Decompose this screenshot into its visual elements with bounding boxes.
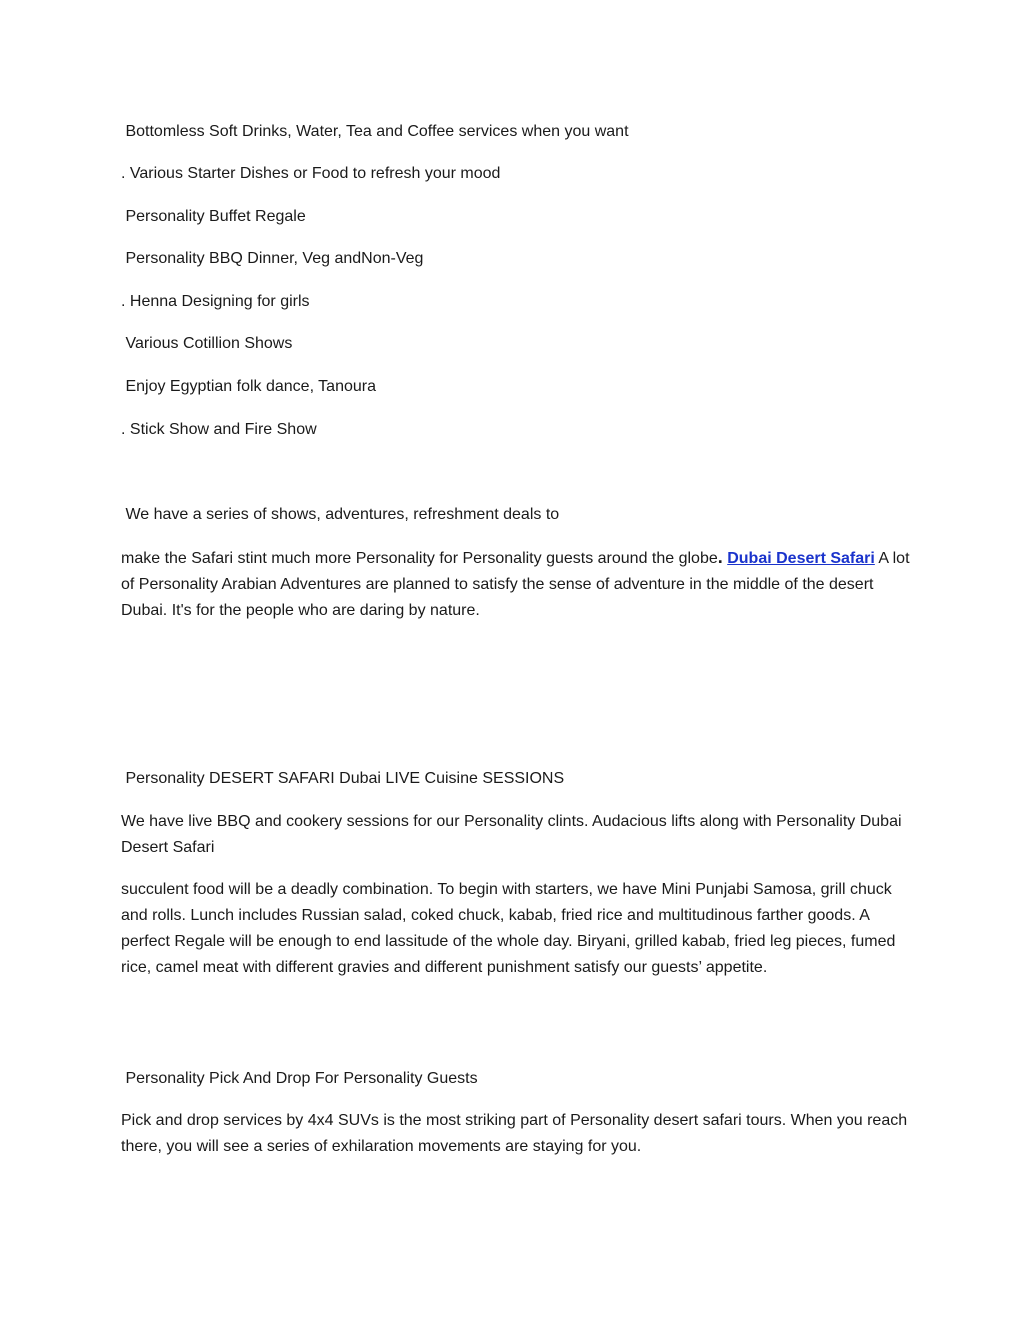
intro-text-after-link: A lot of Personality Arabian Adventures are planned to satisfy the sense of adventure in the middle of the desert Dubai. It's for the people who are daring by nature. — [121, 550, 910, 619]
cuisine-paragraph-2: succulent food will be a deadly combination. To begin with starters, we have Mini Punjabi Samosa, grill chuck and rolls. Lunch includes Russian salad, coked chuck, kabab, fried rice and multitudinous farther goods. A perfect Regale will be enough to end lassitude of the whole day. Biryani, grilled kabab, fried leg pieces, fumed rice, camel meat with different gravies and different punishment satisfy our guests’ appetite. — [121, 881, 896, 976]
pickup-heading: Personality Pick And Drop For Personality Guests — [121, 1070, 478, 1087]
cuisine-paragraph-1: We have live BBQ and cookery sessions for our Personality clints. Audacious lifts along with Personality Dubai Desert Safari — [121, 813, 902, 856]
intro-dot: . — [717, 547, 723, 567]
pickup-paragraph: Pick and drop services by 4x4 SUVs is the most striking part of Personality desert safari tours. When you reach there, you will see a series of exhilaration movements are staying for you. — [121, 1112, 908, 1155]
list-item-folk-dance: Enjoy Egyptian folk dance, Tanoura — [121, 378, 376, 395]
list-item-henna: . Henna Designing for girls — [121, 293, 310, 310]
dubai-desert-safari-link[interactable]: Dubai Desert Safari — [727, 550, 875, 567]
list-item-fire-show: . Stick Show and Fire Show — [121, 421, 317, 438]
list-item-cotillion: Various Cotillion Shows — [121, 335, 293, 352]
list-item-buffet: Personality Buffet Regale — [121, 208, 306, 225]
intro-line: We have a series of shows, adventures, refreshment deals to — [121, 506, 560, 523]
intro-paragraph — [121, 544, 911, 624]
intro-text-before-link: make the Safari stint much more Personality for Personality guests around the globe — [121, 550, 718, 567]
list-item-drinks: Bottomless Soft Drinks, Water, Tea and Coffee services when you want — [121, 123, 629, 140]
cuisine-heading: Personality DESERT SAFARI Dubai LIVE Cuisine SESSIONS — [121, 770, 565, 787]
list-item-starters: . Various Starter Dishes or Food to refresh your mood — [121, 165, 501, 182]
list-item-bbq: Personality BBQ Dinner, Veg andNon-Veg — [121, 250, 424, 267]
